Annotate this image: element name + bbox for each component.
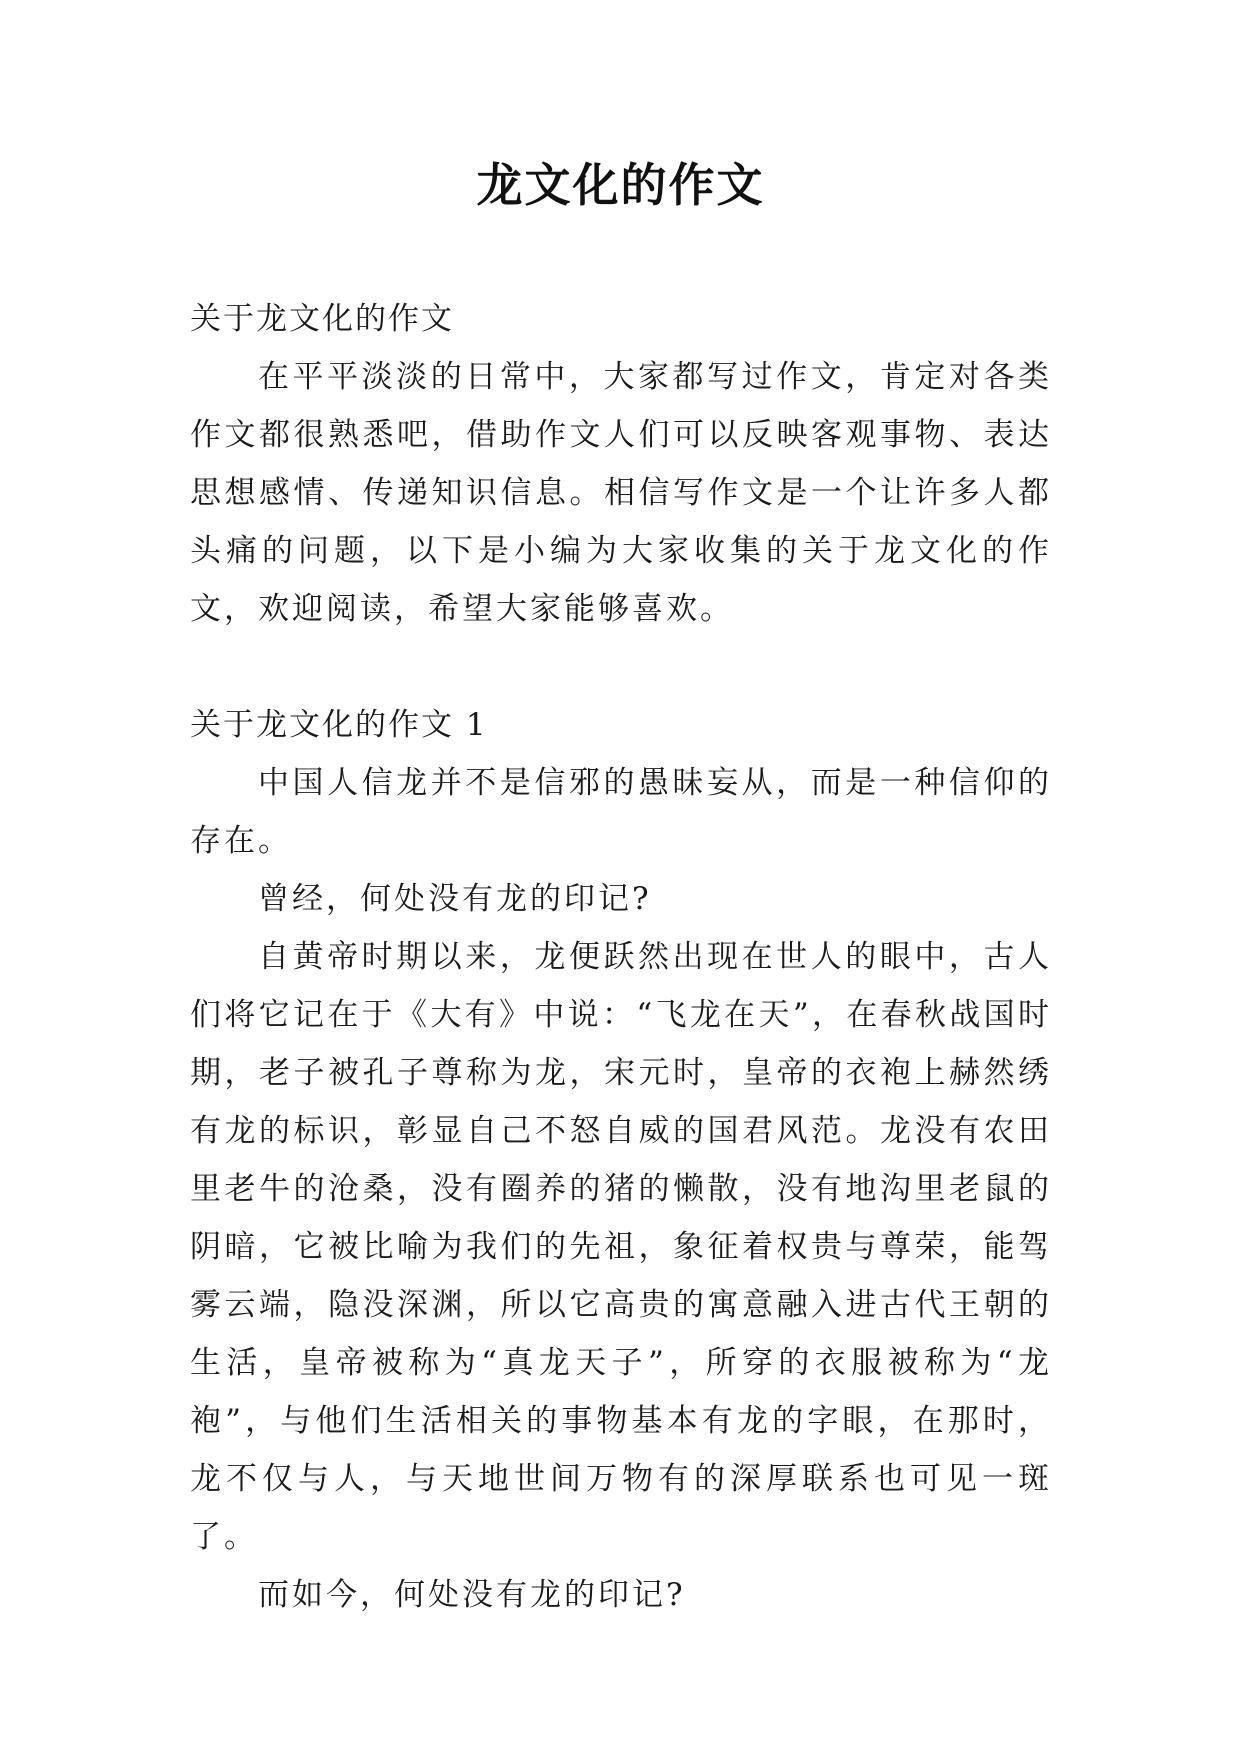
section-1-paragraph: 曾经，何处没有龙的印记? [258,881,652,917]
section-1-paragraph: 自黄帝时期以来，龙便跃然出现在世人的眼中，古人们将它记在于《大有》中说：“飞龙在天”，在春秋战国时期，老子被孔子尊称为龙，宋元时，皇帝的衣袍上赫然绣有龙的标识，彰显自己不怒自威的国君风范。龙没有农田里老牛的沧桑，没有圈养的猪的懒散，没有地沟里老鼠的阴暗，它被比喻为我们的先祖，象征着权贵与尊荣，能驾雾云端，隐没深渊，所以它高贵的寓意融入进古代王朝的生活，皇帝被称为“真龙天子”，所穿的衣服被称为“龙袍”，与他们生活相关的事物基本有龙的字眼，在那时，龙不仅与人，与天地世间万物有的深厚联系也可见一斑了。 [190,939,1052,1555]
section-1-paragraph: 而如今，何处没有龙的印记? [258,1577,686,1613]
document-title: 龙文化的作文 [476,158,765,212]
section-1-heading: 关于龙文化的作文 1 [190,707,488,743]
intro-heading: 关于龙文化的作文 [190,301,454,337]
section-spacer [190,638,1052,696]
section-1-paragraph: 中国人信龙并不是信邪的愚昧妄从，而是一种信仰的存在。 [190,765,1052,859]
document-body [190,290,1052,1624]
intro-paragraph: 在平平淡淡的日常中，大家都写过作文，肯定对各类作文都很熟悉吧，借助作文人们可以反映客观事物、表达思想感情、传递知识信息。相信写作文是一个让许多人都头痛的问题，以下是小编为大家收集的关于龙文化的作文，欢迎阅读，希望大家能够喜欢。 [190,359,1052,627]
